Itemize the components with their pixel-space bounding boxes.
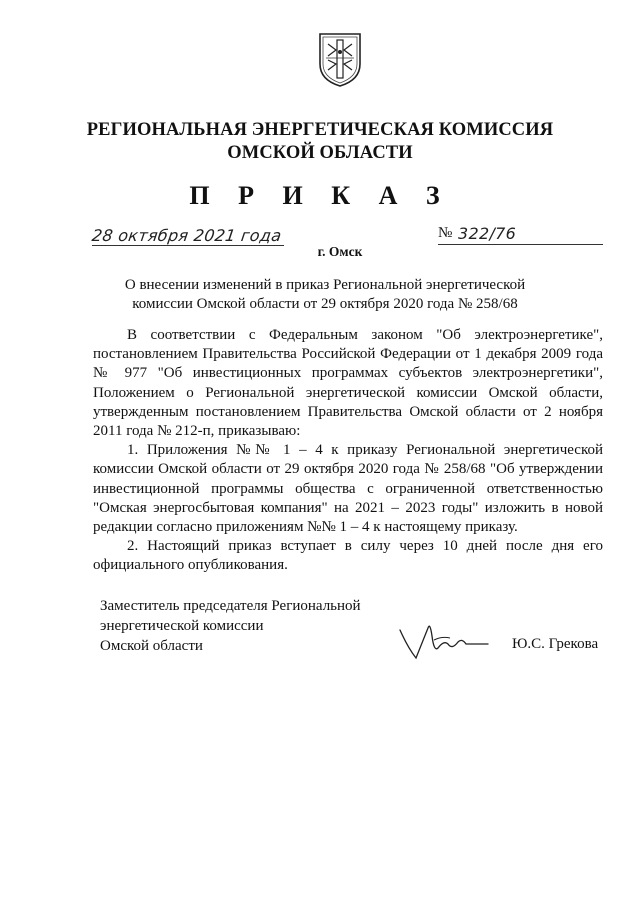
city-label: г. Омск xyxy=(317,244,363,259)
clause-1-paragraph: 1. Приложения №№ 1 – 4 к приказу Региональной энергетической комиссии Омской области от 29 октября 2020 года № 258/68 "Об утверждении инвестиционной программы общества с ограниченной ответственностью "Омская энергосбытовая компания" на 2021 – 2023 годы" изложить в новой редакции согласно приложениям №№ 1 – 4 к настоящему приказу. xyxy=(93,442,603,536)
clause-2-paragraph: 2. Настоящий приказ вступает в силу через 10 дней после дня его официального опубликования. xyxy=(93,538,603,574)
organization-name-line1: РЕГИОНАЛЬНАЯ ЭНЕРГЕТИЧЕСКАЯ КОМИССИЯ xyxy=(86,120,554,140)
handwritten-number: 322/76 xyxy=(458,224,517,243)
document-title: П Р И К А З xyxy=(189,181,451,210)
organization-name-line2: ОМСКОЙ ОБЛАСТИ xyxy=(227,143,413,163)
subject-line1: О внесении изменений в приказ Региональной энергетической xyxy=(124,277,526,293)
order-subject xyxy=(100,276,550,313)
order-body xyxy=(93,326,603,576)
number-prefix: № xyxy=(438,225,453,241)
signatory-position-line1: Заместитель председателя Региональной xyxy=(100,598,361,614)
subject-line2: комиссии Омской области от 29 октября 2020 года № 258/68 xyxy=(132,295,518,312)
preamble-paragraph: В соответствии с Федеральным законом "Об электроэнергетике", постановлением Правительства Российской Федерации от 1 декабря 2009 года № 977 "Об инвестиционных программах субъектов электроэнергетики", Положением о Региональной энергетической комиссии Омской области, утвержденным постановлением Правительства Омской области от 2 ноября 2011 года № 212-п, приказываю: xyxy=(93,327,603,440)
signatory-name: Ю.С. Грекова xyxy=(512,636,599,652)
number-underline xyxy=(438,244,603,245)
coat-of-arms-emblem xyxy=(316,30,364,88)
handwritten-date: 28 октября 2021 года xyxy=(90,226,283,245)
signatory-position xyxy=(100,596,361,656)
signatory-position-line2: энергетической комиссии xyxy=(100,618,264,634)
handwritten-signature xyxy=(398,618,490,662)
date-underline xyxy=(92,245,284,246)
signatory-position-line3: Омской области xyxy=(100,638,203,654)
